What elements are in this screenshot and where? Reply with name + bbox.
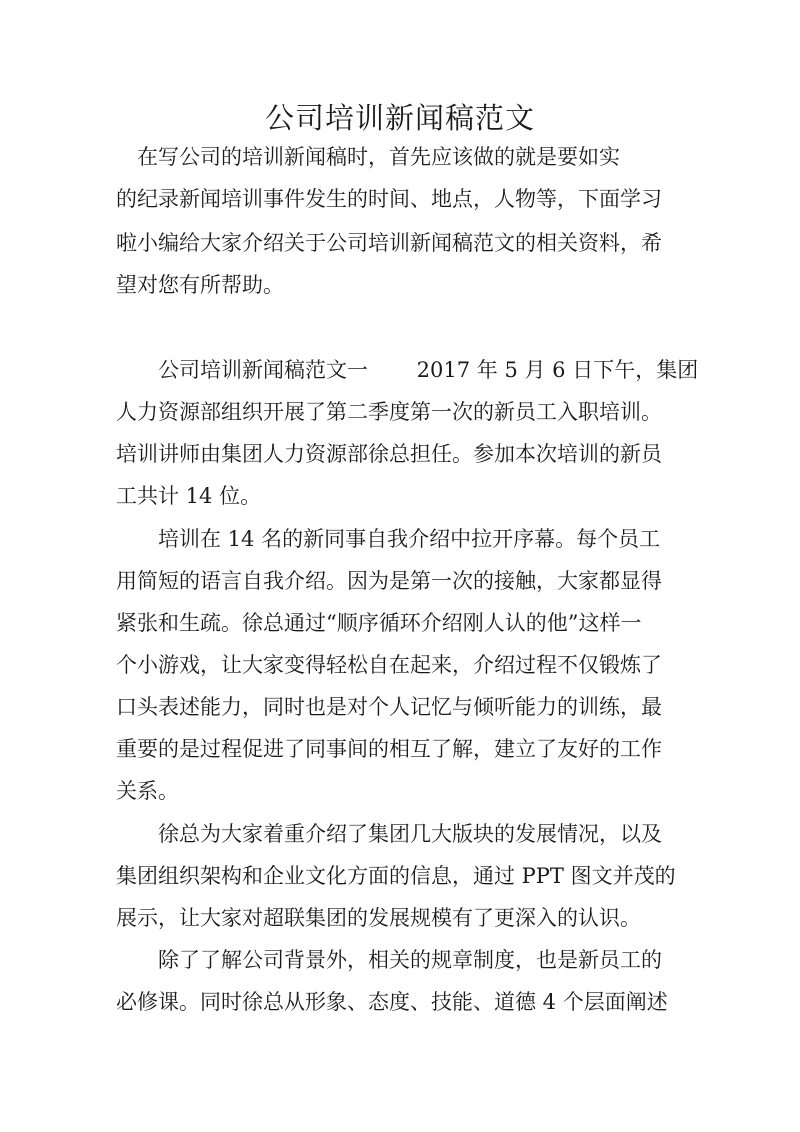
body-line-8: 个小游戏，让大家变得轻松自在起来，介绍过程不仅锻炼了 xyxy=(116,653,662,677)
intro-line-3: 啦小编给大家介绍关于公司培训新闻稿范文的相关资料，希 xyxy=(116,231,662,255)
body-line-10: 重要的是过程促进了同事间的相互了解，建立了友好的工作 xyxy=(116,737,662,761)
body-line-6: 用简短的语言自我介绍。因为是第一次的接触，大家都显得 xyxy=(116,569,662,593)
body-line-16: 必修课。同时徐总从形象、态度、技能、道德 4 个层面阐述 xyxy=(116,990,668,1014)
body-line-11: 关系。 xyxy=(116,779,179,803)
body-line-5: 培训在 14 名的新同事自我介绍中拉开序幕。每个员工 xyxy=(116,527,661,551)
body-line-14: 展示，让大家对超联集团的发展规模有了更深入的认识。 xyxy=(116,906,641,930)
body-line-13: 集团组织架构和企业文化方面的信息，通过 PPT 图文并茂的 xyxy=(116,864,676,888)
document-title: 公司培训新闻稿范文 xyxy=(264,101,535,135)
intro-line-4: 望对您有所帮助。 xyxy=(116,273,284,297)
body-line-15: 除了了解公司背景外，相关的规章制度，也是新员工的 xyxy=(116,948,662,972)
body-line-1: 公司培训新闻稿范文一 2017 年 5 月 6 日下午，集团 xyxy=(116,358,699,382)
intro-line-2: 的纪录新闻培训事件发生的时间、地点，人物等，下面学习 xyxy=(116,187,662,211)
body-line-12: 徐总为大家着重介绍了集团几大版块的发展情况，以及 xyxy=(116,822,662,846)
body-line-4: 工共计 14 位。 xyxy=(116,484,262,508)
body-line-2: 人力资源部组织开展了第二季度第一次的新员工入职培训。 xyxy=(116,400,662,424)
body-line-7: 紧张和生疏。徐总通过“顺序循环介绍刚人认的他”这样一 xyxy=(116,611,642,635)
body-line-3: 培训讲师由集团人力资源部徐总担任。参加本次培训的新员 xyxy=(116,442,662,466)
intro-line-1: 在写公司的培训新闻稿时，首先应该做的就是要如实 xyxy=(116,145,620,169)
body-line-9: 口头表述能力，同时也是对个人记忆与倾听能力的训练，最 xyxy=(116,695,662,719)
